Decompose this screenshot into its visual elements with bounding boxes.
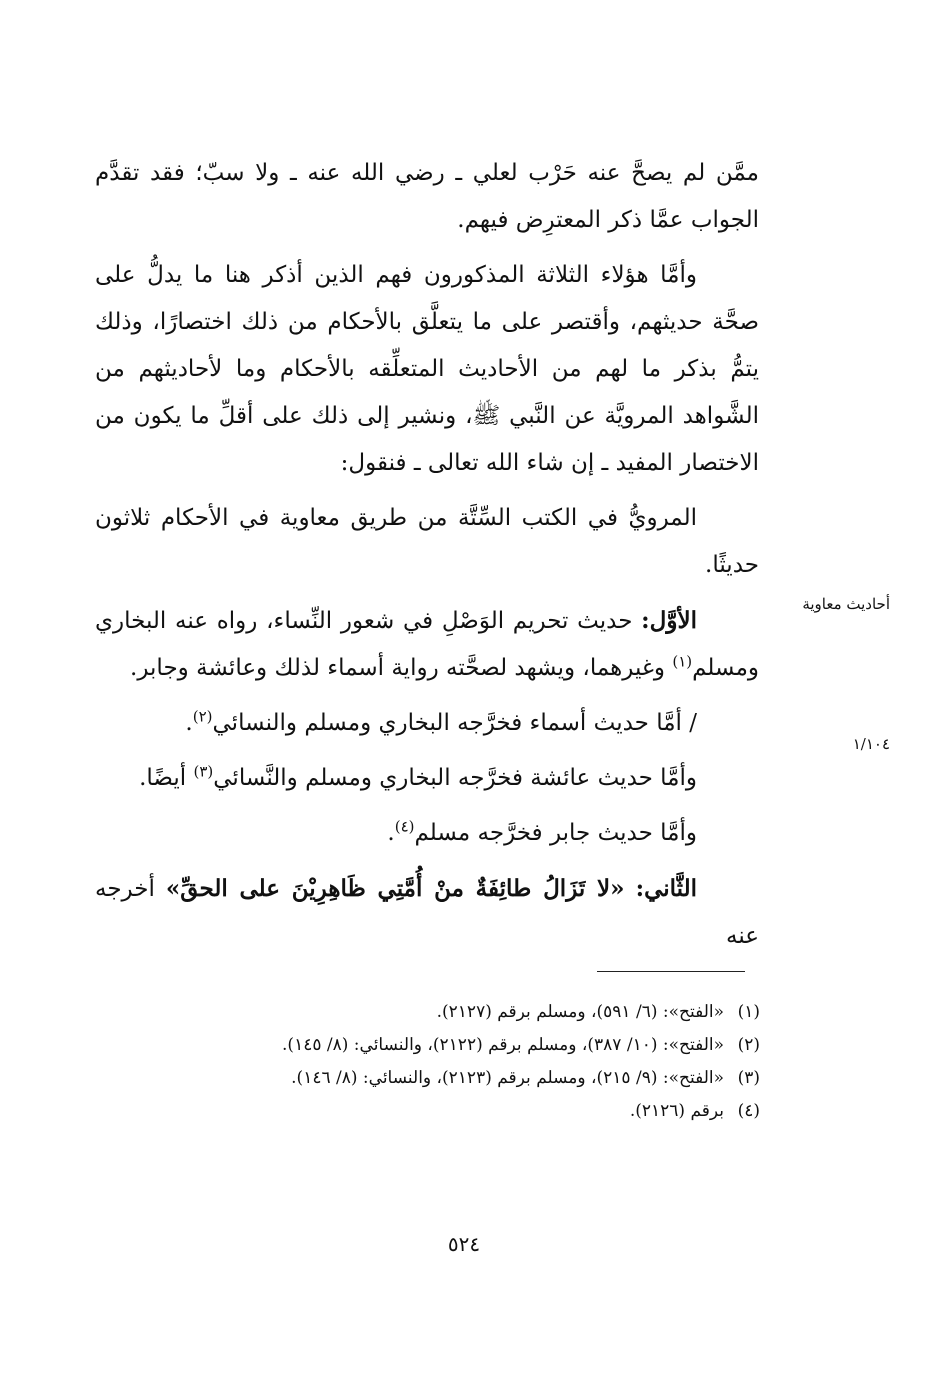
paragraph-continuation: ممَّن لم يصحَّ عنه حَرْب لعلي ـ رضي الله عنه ـ ولا سبّ؛ فقد تقدَّم الجواب عمَّا ذكر المعترِض فيهم. [95,160,759,233]
footnote-text: برقم (٢١٢٦). [629,1101,724,1121]
paragraph-aisha-hadith [95,755,759,802]
main-text [95,150,759,960]
paragraph-jabir-hadith [95,810,759,857]
paragraph-three-narrators: وأمَّا هؤلاء الثلاثة المذكورون فهم الذين أذكر هنا ما يدلُّ على صحَّة حديثهم، وأقتصر على ما يتعلَّق بالأحكام من ذلك اختصارًا، وذلك يتمُّ بذكر ما لهم من الأحاديث المتعلِّقه بالأحكام وما لأحاديثهم من الشَّواهد المرويَّة عن النَّبي ﷺ، ونشير إلى ذلك على أقلِّ ما يكون من الاختصار المفيد ـ إن شاء الله تعالى ـ فنقول: [95,262,759,476]
second-hadith-label: الثَّاني: [635,875,698,902]
paragraph-second-hadith [95,865,759,960]
asma-hadith-end: . [185,710,193,736]
footnote-ref-2: (٢) [192,707,213,726]
footnotes [100,996,760,1128]
footnote-item [100,1062,760,1095]
footnote-separator [597,971,745,972]
first-hadith-text-b: وغيرهما، ويشهد لصحَّته رواية أسماء لذلك وعائشة وجابر. [130,655,666,681]
footnote-number: (٤) [737,1101,760,1121]
aisha-hadith-end: أيضًا. [139,765,187,791]
first-hadith-text-a: حديث تحريم الوَصْلِ في شعور النِّساء، رواه عنه البخاري ومسلم [95,608,759,681]
footnote-number: (٣) [737,1068,760,1088]
footnote-text: «الفتح»: (١٠/ ٣٨٧)، ومسلم برقم (٢١٢٢)، والنسائي: (٨/ ١٤٥). [282,1035,724,1055]
footnote-ref-1: (١) [672,652,693,671]
footnote-text: «الفتح»: (٦/ ٥٩١)، ومسلم برقم (٢١٢٧). [436,1002,724,1022]
asma-hadith-text: / أمَّا حديث أسماء فخرَّجه البخاري ومسلم والنسائي [212,710,697,736]
footnote-text: «الفتح»: (٩/ ٢١٥)، ومسلم برقم (٢١٢٣)، والنسائي: (٨/ ١٤٦). [291,1068,724,1088]
second-hadith-text: أخرجه عنه [95,876,759,949]
jabir-hadith-text: وأمَّا حديث جابر فخرَّجه مسلم [414,820,697,846]
footnote-number: (٢) [737,1035,760,1055]
second-hadith-quote: «لا تَزَالُ طائِفَةٌ منْ أُمَّتِي ظَاهِرِيْنَ على الحقِّ» [165,875,625,902]
footnote-ref-3: (٣) [193,762,214,781]
paragraph-first-hadith [95,597,759,692]
footnote-item [100,1029,760,1062]
margin-note-page-ref: ١/١٠٤ [852,735,890,753]
footnote-number: (١) [737,1002,760,1022]
margin-note-muawiya-hadiths: أحاديث معاوية [802,595,890,613]
aisha-hadith-text: وأمَّا حديث عائشة فخرَّجه البخاري ومسلم والنَّسائي [213,765,697,791]
paragraph-asma-hadith [95,700,759,747]
footnote-ref-4: (٤) [394,817,415,836]
first-hadith-label: الأوَّل: [641,607,697,634]
page-number: ٥٢٤ [447,1232,481,1256]
paragraph-narrations-count: المرويُّ في الكتب السِّتَّة من طريق معاوية في الأحكام ثلاثون حديثًا. [95,505,759,578]
footnote-item [100,996,760,1029]
footnote-item [100,1095,760,1128]
jabir-hadith-end: . [387,820,395,846]
